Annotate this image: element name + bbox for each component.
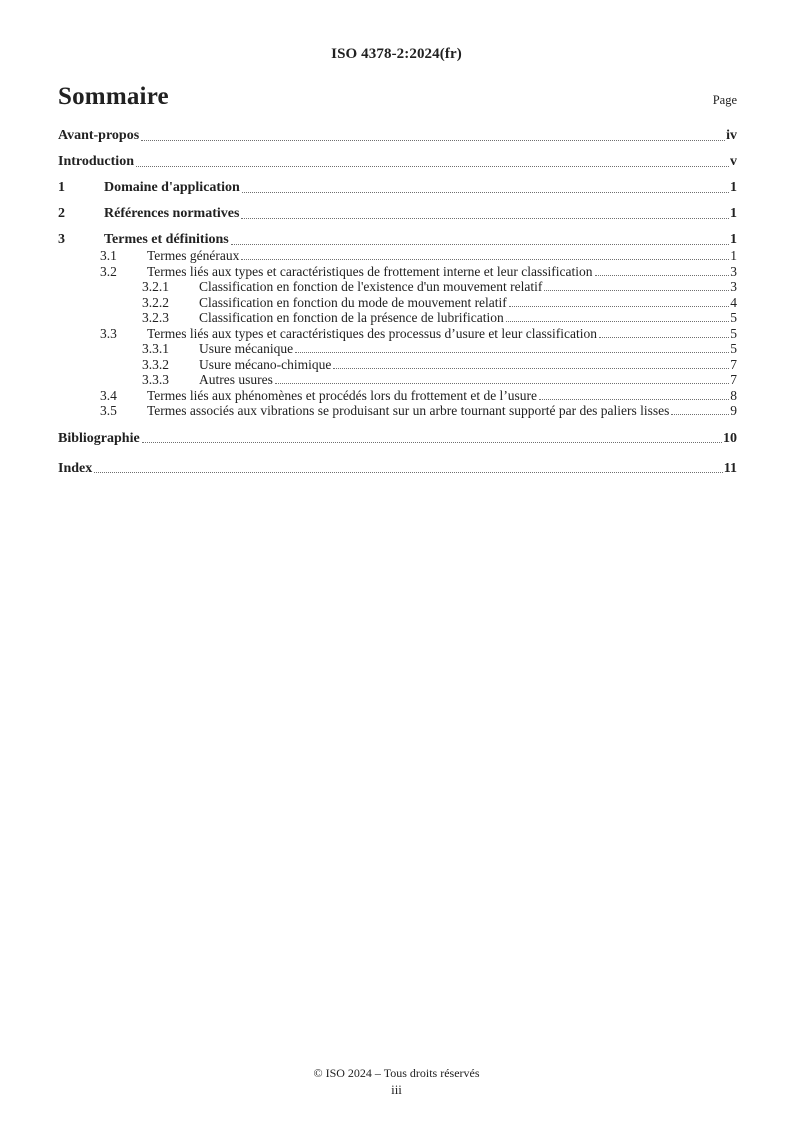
toc-entry — [58, 341, 737, 357]
toc-entry-page: 8 — [730, 387, 737, 403]
toc-dot-leader — [275, 382, 729, 384]
toc-dot-leader — [141, 139, 725, 141]
toc-dot-leader — [539, 398, 729, 400]
toc-dot-leader — [231, 243, 729, 245]
toc-entry — [58, 232, 737, 248]
toc-entry-page: 5 — [730, 341, 737, 356]
toc-entry-page: 3 — [730, 263, 737, 279]
toc-entry-title: Références normatives — [104, 206, 240, 221]
toc-entry-number: 2 — [58, 206, 65, 221]
toc-entry — [58, 326, 737, 342]
toc-entry — [58, 295, 737, 311]
toc-entry-title: Bibliographie — [58, 430, 140, 446]
toc-dot-leader — [136, 165, 729, 167]
toc-entry-title: Introduction — [58, 154, 134, 169]
toc-entry-page: 7 — [730, 372, 737, 387]
toc-entry — [58, 431, 737, 447]
toc-dot-leader — [509, 305, 729, 307]
toc-entry-page: 11 — [723, 460, 737, 476]
toc-entry-title: Termes et définitions — [104, 232, 229, 247]
toc-entry-page: iv — [726, 128, 737, 143]
page-title: Sommaire — [58, 83, 169, 110]
toc-dot-leader — [94, 471, 723, 473]
toc-entry — [58, 248, 737, 264]
toc-entry-page: 1 — [730, 248, 737, 263]
title-row — [58, 83, 737, 110]
toc-entry-page: 5 — [730, 310, 737, 325]
copyright-notice: © ISO 2024 – Tous droits réservés — [313, 1066, 480, 1080]
toc-entry-page: 10 — [723, 430, 737, 446]
document-header — [0, 0, 793, 62]
toc-entry-number: 3.2.1 — [142, 279, 169, 294]
toc-entry — [58, 279, 737, 295]
folio-page-number: iii — [391, 1082, 402, 1097]
toc-entry — [58, 310, 737, 326]
toc-entry — [58, 128, 737, 144]
toc-entry-number: 3.3.1 — [142, 341, 169, 356]
toc-entry-title: Autres usures — [199, 372, 273, 387]
toc-entry-number: 3.2 — [100, 263, 117, 279]
document-reference: ISO 4378-2:2024(fr) — [331, 46, 462, 62]
toc-entry-title: Domaine d'application — [104, 180, 240, 195]
toc-dot-leader — [242, 191, 729, 193]
toc-dot-leader — [241, 217, 729, 219]
toc-entry-page: 4 — [730, 294, 737, 310]
toc-entry-page: 1 — [730, 180, 737, 195]
toc-entry-title: Classification en fonction de la présence de lubrification — [199, 310, 504, 325]
toc-entry-title: Termes liés aux types et caractéristiques de frottement interne et leur classification — [147, 263, 593, 279]
toc-dot-leader — [506, 320, 729, 322]
toc-entry — [58, 388, 737, 404]
toc-entry — [58, 154, 737, 170]
toc-entry-title: Index — [58, 460, 93, 476]
toc-entry-title: Usure mécano-chimique — [199, 356, 332, 372]
toc-entry-title: Termes associés aux vibrations se produisant sur un arbre tournant supporté par des paliers lisses — [147, 403, 670, 418]
toc-entry-title: Termes liés aux phénomènes et procédés lors du frottement et de l’usure — [147, 387, 538, 403]
toc-entry-number: 1 — [58, 180, 65, 195]
toc-entry-number: 3.4 — [100, 387, 117, 403]
toc-dot-leader — [595, 274, 730, 276]
toc-entry — [58, 403, 737, 419]
toc-entry-number: 3 — [58, 232, 65, 247]
toc-entry-number: 3.5 — [100, 403, 117, 418]
toc-entry — [58, 357, 737, 373]
toc-entry-title: Classification en fonction du mode de mouvement relatif — [199, 294, 507, 310]
toc-dot-leader — [241, 258, 729, 260]
toc-entry-title: Avant-propos — [58, 128, 140, 143]
page-footer — [0, 1066, 793, 1098]
toc-entry-number: 3.1 — [100, 248, 117, 263]
toc-entry-page: 1 — [730, 232, 737, 247]
toc-entry-title: Classification en fonction de l'existence d'un mouvement relatif — [199, 279, 543, 294]
page-content — [58, 83, 737, 477]
toc-dot-leader — [671, 413, 729, 415]
toc-entry-number: 3.2.2 — [142, 294, 169, 310]
toc-entry — [58, 372, 737, 388]
page-column-label: Page — [712, 93, 737, 107]
toc-entry — [58, 461, 737, 477]
toc-entry-number: 3.3.2 — [142, 356, 169, 372]
toc-entry-page: 9 — [730, 403, 737, 418]
toc-dot-leader — [295, 351, 729, 353]
table-of-contents — [58, 128, 737, 477]
toc-entry-page: 3 — [730, 279, 737, 294]
toc-dot-leader — [142, 441, 722, 443]
toc-dot-leader — [599, 336, 729, 338]
toc-entry-page: v — [730, 154, 737, 169]
toc-entry-page: 1 — [730, 206, 737, 221]
toc-entry — [58, 264, 737, 280]
toc-entry-number: 3.3 — [100, 325, 117, 341]
toc-entry-page: 7 — [730, 356, 737, 372]
toc-entry-title: Usure mécanique — [199, 341, 294, 356]
toc-entry — [58, 180, 737, 196]
toc-entry-number: 3.2.3 — [142, 310, 169, 325]
toc-entry — [58, 206, 737, 222]
toc-dot-leader — [333, 367, 729, 369]
toc-entry-title: Termes liés aux types et caractéristiques des processus d’usure et leur classification — [147, 325, 598, 341]
toc-entry-number: 3.3.3 — [142, 372, 169, 387]
toc-entry-page: 5 — [730, 325, 737, 341]
toc-entry-title: Termes généraux — [147, 248, 240, 263]
toc-dot-leader — [544, 289, 729, 291]
